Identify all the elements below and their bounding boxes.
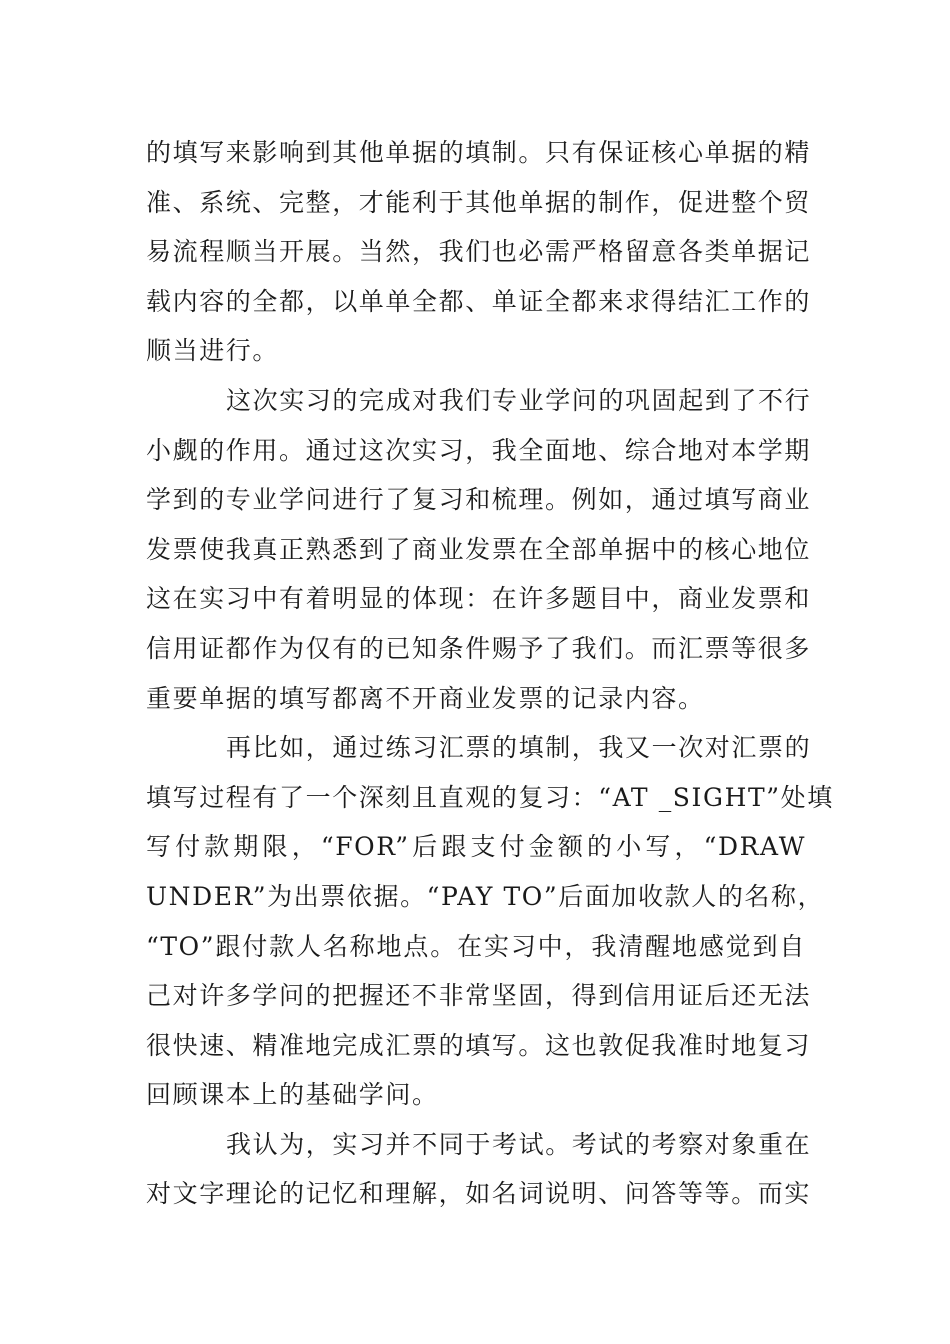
text-line: 很快速、精准地完成汇票的填写。这也敦促我准时地复习: [146, 1030, 812, 1060]
text-line: 回顾课本上的基础学问。: [146, 1080, 439, 1110]
text-line: 己对许多学问的把握还不非常坚固，得到信用证后还无法: [146, 981, 812, 1011]
paragraph-3: [146, 723, 834, 1120]
text-line: 小觑的作用。通过这次实习，我全面地、综合地对本学期: [146, 435, 812, 465]
text-line: 填写过程有了一个深刻且直观的复习：“AT _SIGHT”处填: [146, 782, 834, 812]
text-line: 这在实习中有着明显的体现：在许多题目中，商业发票和: [146, 584, 812, 614]
text-line: 对文字理论的记忆和理解，如名词说明、问答等等。而实: [146, 1179, 812, 1209]
text-line: 顺当进行。: [146, 336, 280, 366]
text-line: 这次实习的完成对我们专业学问的巩固起到了不行: [226, 385, 812, 415]
paragraph-4: [146, 1120, 812, 1219]
paragraph-2: [146, 376, 812, 723]
text-line: 发票使我真正熟悉到了商业发票在全部单据中的核心地位: [146, 534, 812, 564]
text-line: 易流程顺当开展。当然，我们也必需严格留意各类单据记: [146, 237, 812, 267]
text-line: 学到的专业学问进行了复习和梳理。例如，通过填写商业: [146, 485, 812, 515]
text-line: 的填写来影响到其他单据的填制。只有保证核心单据的精: [146, 138, 812, 167]
text-line: 再比如，通过练习汇票的填制，我又一次对汇票的: [226, 733, 812, 763]
text-line: UNDER”为出票依据。“PAY TO”后面加收款人的名称，: [146, 881, 825, 911]
text-line: 载内容的全都，以单单全都、单证全都来求得结汇工作的: [146, 286, 812, 316]
paragraph-1: [146, 128, 812, 376]
document-body: [146, 128, 834, 1219]
text-line: 重要单据的填写都离不开商业发票的记录内容。: [146, 683, 705, 713]
text-line: “TO”跟付款人名称地点。在实习中，我清醒地感觉到自: [146, 931, 806, 961]
text-line: 我认为，实习并不同于考试。考试的考察对象重在: [226, 1129, 812, 1159]
text-line: 写付款期限，“FOR”后跟支付金额的小写，“DRAW: [146, 832, 806, 862]
text-line: 准、系统、完整，才能利于其他单据的制作，促进整个贸: [146, 187, 812, 217]
text-line: 信用证都作为仅有的已知条件赐予了我们。而汇票等很多: [146, 633, 812, 663]
